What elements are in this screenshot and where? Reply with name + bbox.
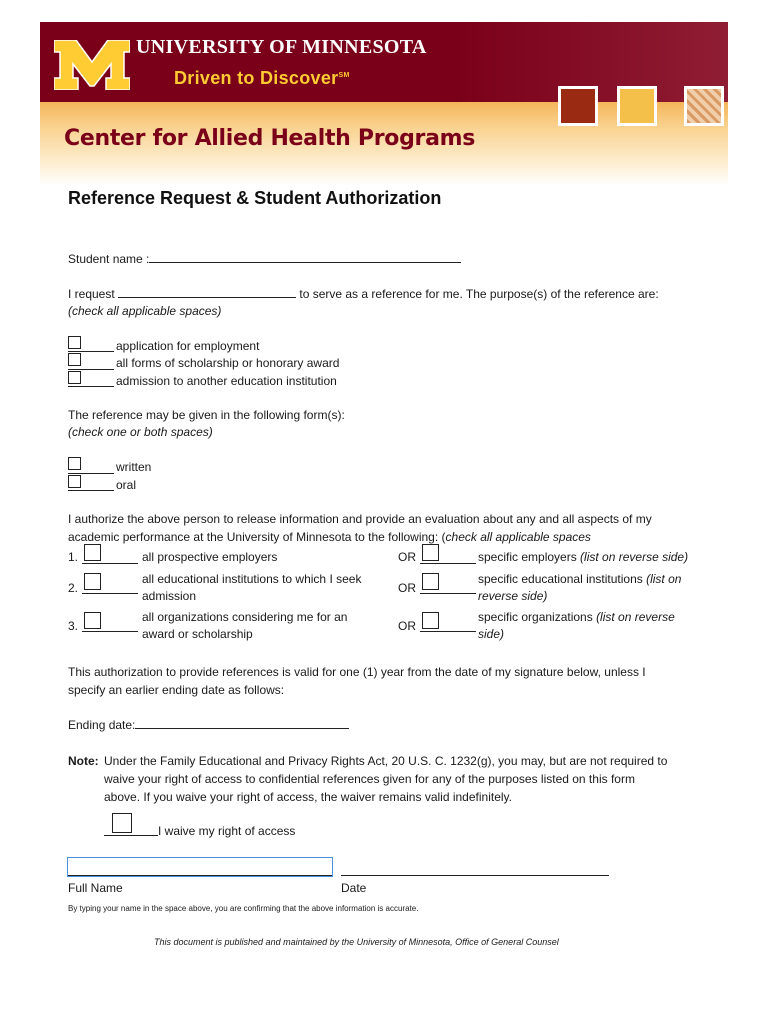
tagline: Driven to Discover℠ bbox=[174, 68, 350, 88]
referee-name-field[interactable] bbox=[118, 286, 296, 298]
recipient-line bbox=[420, 563, 476, 564]
university-m-logo-icon bbox=[54, 40, 130, 90]
ending-date-label: Ending date: bbox=[68, 718, 136, 732]
forms-intro: The reference may be given in the following form(s): bbox=[68, 408, 345, 422]
or-label: OR bbox=[398, 619, 416, 633]
center-title: Center for Allied Health Programs bbox=[64, 126, 476, 151]
recipient-2-left-label-1: all educational institutions to which I seek bbox=[142, 572, 362, 586]
full-name-label: Full Name bbox=[68, 881, 123, 895]
waive-line bbox=[104, 835, 158, 836]
recipient-2-number: 2. bbox=[68, 581, 79, 595]
date-label: Date bbox=[341, 881, 367, 895]
recipient-2-right-label-1: specific educational institutions (list on bbox=[478, 572, 682, 586]
waive-access-checkbox[interactable] bbox=[112, 813, 132, 833]
purpose-line bbox=[68, 369, 114, 370]
full-name-input[interactable] bbox=[67, 857, 333, 877]
note-line-2: waive your right of access to confidential references given for any of the purposes listed on this form bbox=[104, 772, 635, 786]
request-prefix: I request bbox=[68, 287, 119, 301]
validity-line-1: This authorization to provide references is valid for one (1) year from the date of my signature below, unless I bbox=[68, 665, 646, 679]
recipient-3-right-label-2: side) bbox=[478, 627, 505, 641]
recipient-line bbox=[420, 593, 476, 594]
purpose-employment-label: application for employment bbox=[116, 339, 260, 353]
request-row bbox=[68, 286, 659, 301]
recipient-1-right-label: specific employers (list on reverse side) bbox=[478, 550, 689, 564]
student-name-row bbox=[68, 251, 461, 266]
recipient-2-left-label-2: admission bbox=[142, 589, 197, 603]
recipient-line bbox=[82, 593, 138, 594]
purpose-line bbox=[68, 351, 114, 352]
recipient-3-left-label-1: all organizations considering me for an bbox=[142, 610, 348, 624]
form-title: Reference Request & Student Authorization bbox=[68, 188, 442, 208]
recipient-3-left-label-2: award or scholarship bbox=[142, 627, 253, 641]
note-line-1: Under the Family Educational and Privacy Rights Act, 20 U.S. C. 1232(g), you may, but are not required to bbox=[104, 754, 668, 768]
confirm-text: By typing your name in the space above, you are confirming that the above information is accurate. bbox=[68, 904, 419, 913]
request-suffix: to serve as a reference for me. The purpose(s) of the reference are: bbox=[296, 287, 659, 301]
recipient-3-right-checkbox[interactable] bbox=[422, 612, 439, 629]
purpose-admission-checkbox[interactable] bbox=[68, 371, 81, 384]
forms-hint: (check one or both spaces) bbox=[68, 425, 213, 439]
recipient-2-left-checkbox[interactable] bbox=[84, 573, 101, 590]
note-line-3: above. If you waive your right of access, the waiver remains valid indefinitely. bbox=[104, 790, 512, 804]
recipient-1-left-checkbox[interactable] bbox=[84, 544, 101, 561]
form-oral-label: oral bbox=[116, 478, 137, 492]
request-hint: (check all applicable spaces) bbox=[68, 304, 222, 318]
recipient-line bbox=[82, 631, 138, 632]
purpose-scholarship-checkbox[interactable] bbox=[68, 353, 81, 366]
recipient-1-right-checkbox[interactable] bbox=[422, 544, 439, 561]
ending-date-row bbox=[68, 717, 349, 732]
note-label: Note: bbox=[68, 754, 99, 768]
full-name-line bbox=[68, 875, 332, 876]
recipient-3-right-label-1: specific organizations (list on reverse bbox=[478, 610, 675, 624]
authorize-line-1: I authorize the above person to release information and provide an evaluation about any and all aspects of my bbox=[68, 512, 652, 526]
authorize-line-2: academic performance at the University of Minnesota to the following: (check all applicable spaces bbox=[68, 530, 591, 544]
recipient-3-number: 3. bbox=[68, 619, 79, 633]
form-written-label: written bbox=[116, 460, 152, 474]
decorative-square-gold bbox=[617, 86, 657, 126]
student-name-label: Student name : bbox=[68, 252, 150, 266]
student-name-field[interactable] bbox=[149, 251, 461, 263]
waive-access-label: I waive my right of access bbox=[158, 824, 296, 838]
purpose-admission-label: admission to another education institution bbox=[116, 374, 337, 388]
purpose-scholarship-label: all forms of scholarship or honorary award bbox=[116, 356, 340, 370]
decorative-square-pattern bbox=[684, 86, 724, 126]
footer-text: This document is published and maintained by the University of Minnesota, Office of General Counsel bbox=[154, 937, 559, 947]
recipient-1-number: 1. bbox=[68, 550, 79, 564]
recipient-2-right-checkbox[interactable] bbox=[422, 573, 439, 590]
form-line bbox=[68, 473, 114, 474]
form-oral-checkbox[interactable] bbox=[68, 475, 81, 488]
purpose-employment-checkbox[interactable] bbox=[68, 336, 81, 349]
form-written-checkbox[interactable] bbox=[68, 457, 81, 470]
recipient-line bbox=[82, 563, 138, 564]
date-line[interactable] bbox=[341, 875, 609, 876]
or-label: OR bbox=[398, 550, 416, 564]
ending-date-field[interactable] bbox=[135, 717, 349, 729]
or-label: OR bbox=[398, 581, 416, 595]
validity-line-2: specify an earlier ending date as follows: bbox=[68, 683, 285, 697]
recipient-1-left-label: all prospective employers bbox=[142, 550, 278, 564]
university-name: UNIVERSITY OF MINNESOTA bbox=[136, 36, 427, 58]
decorative-square-rust bbox=[558, 86, 598, 126]
purpose-line bbox=[68, 386, 114, 387]
recipient-2-right-label-2: reverse side) bbox=[478, 589, 548, 603]
recipient-3-left-checkbox[interactable] bbox=[84, 612, 101, 629]
recipient-line bbox=[420, 631, 476, 632]
form-line bbox=[68, 490, 114, 491]
